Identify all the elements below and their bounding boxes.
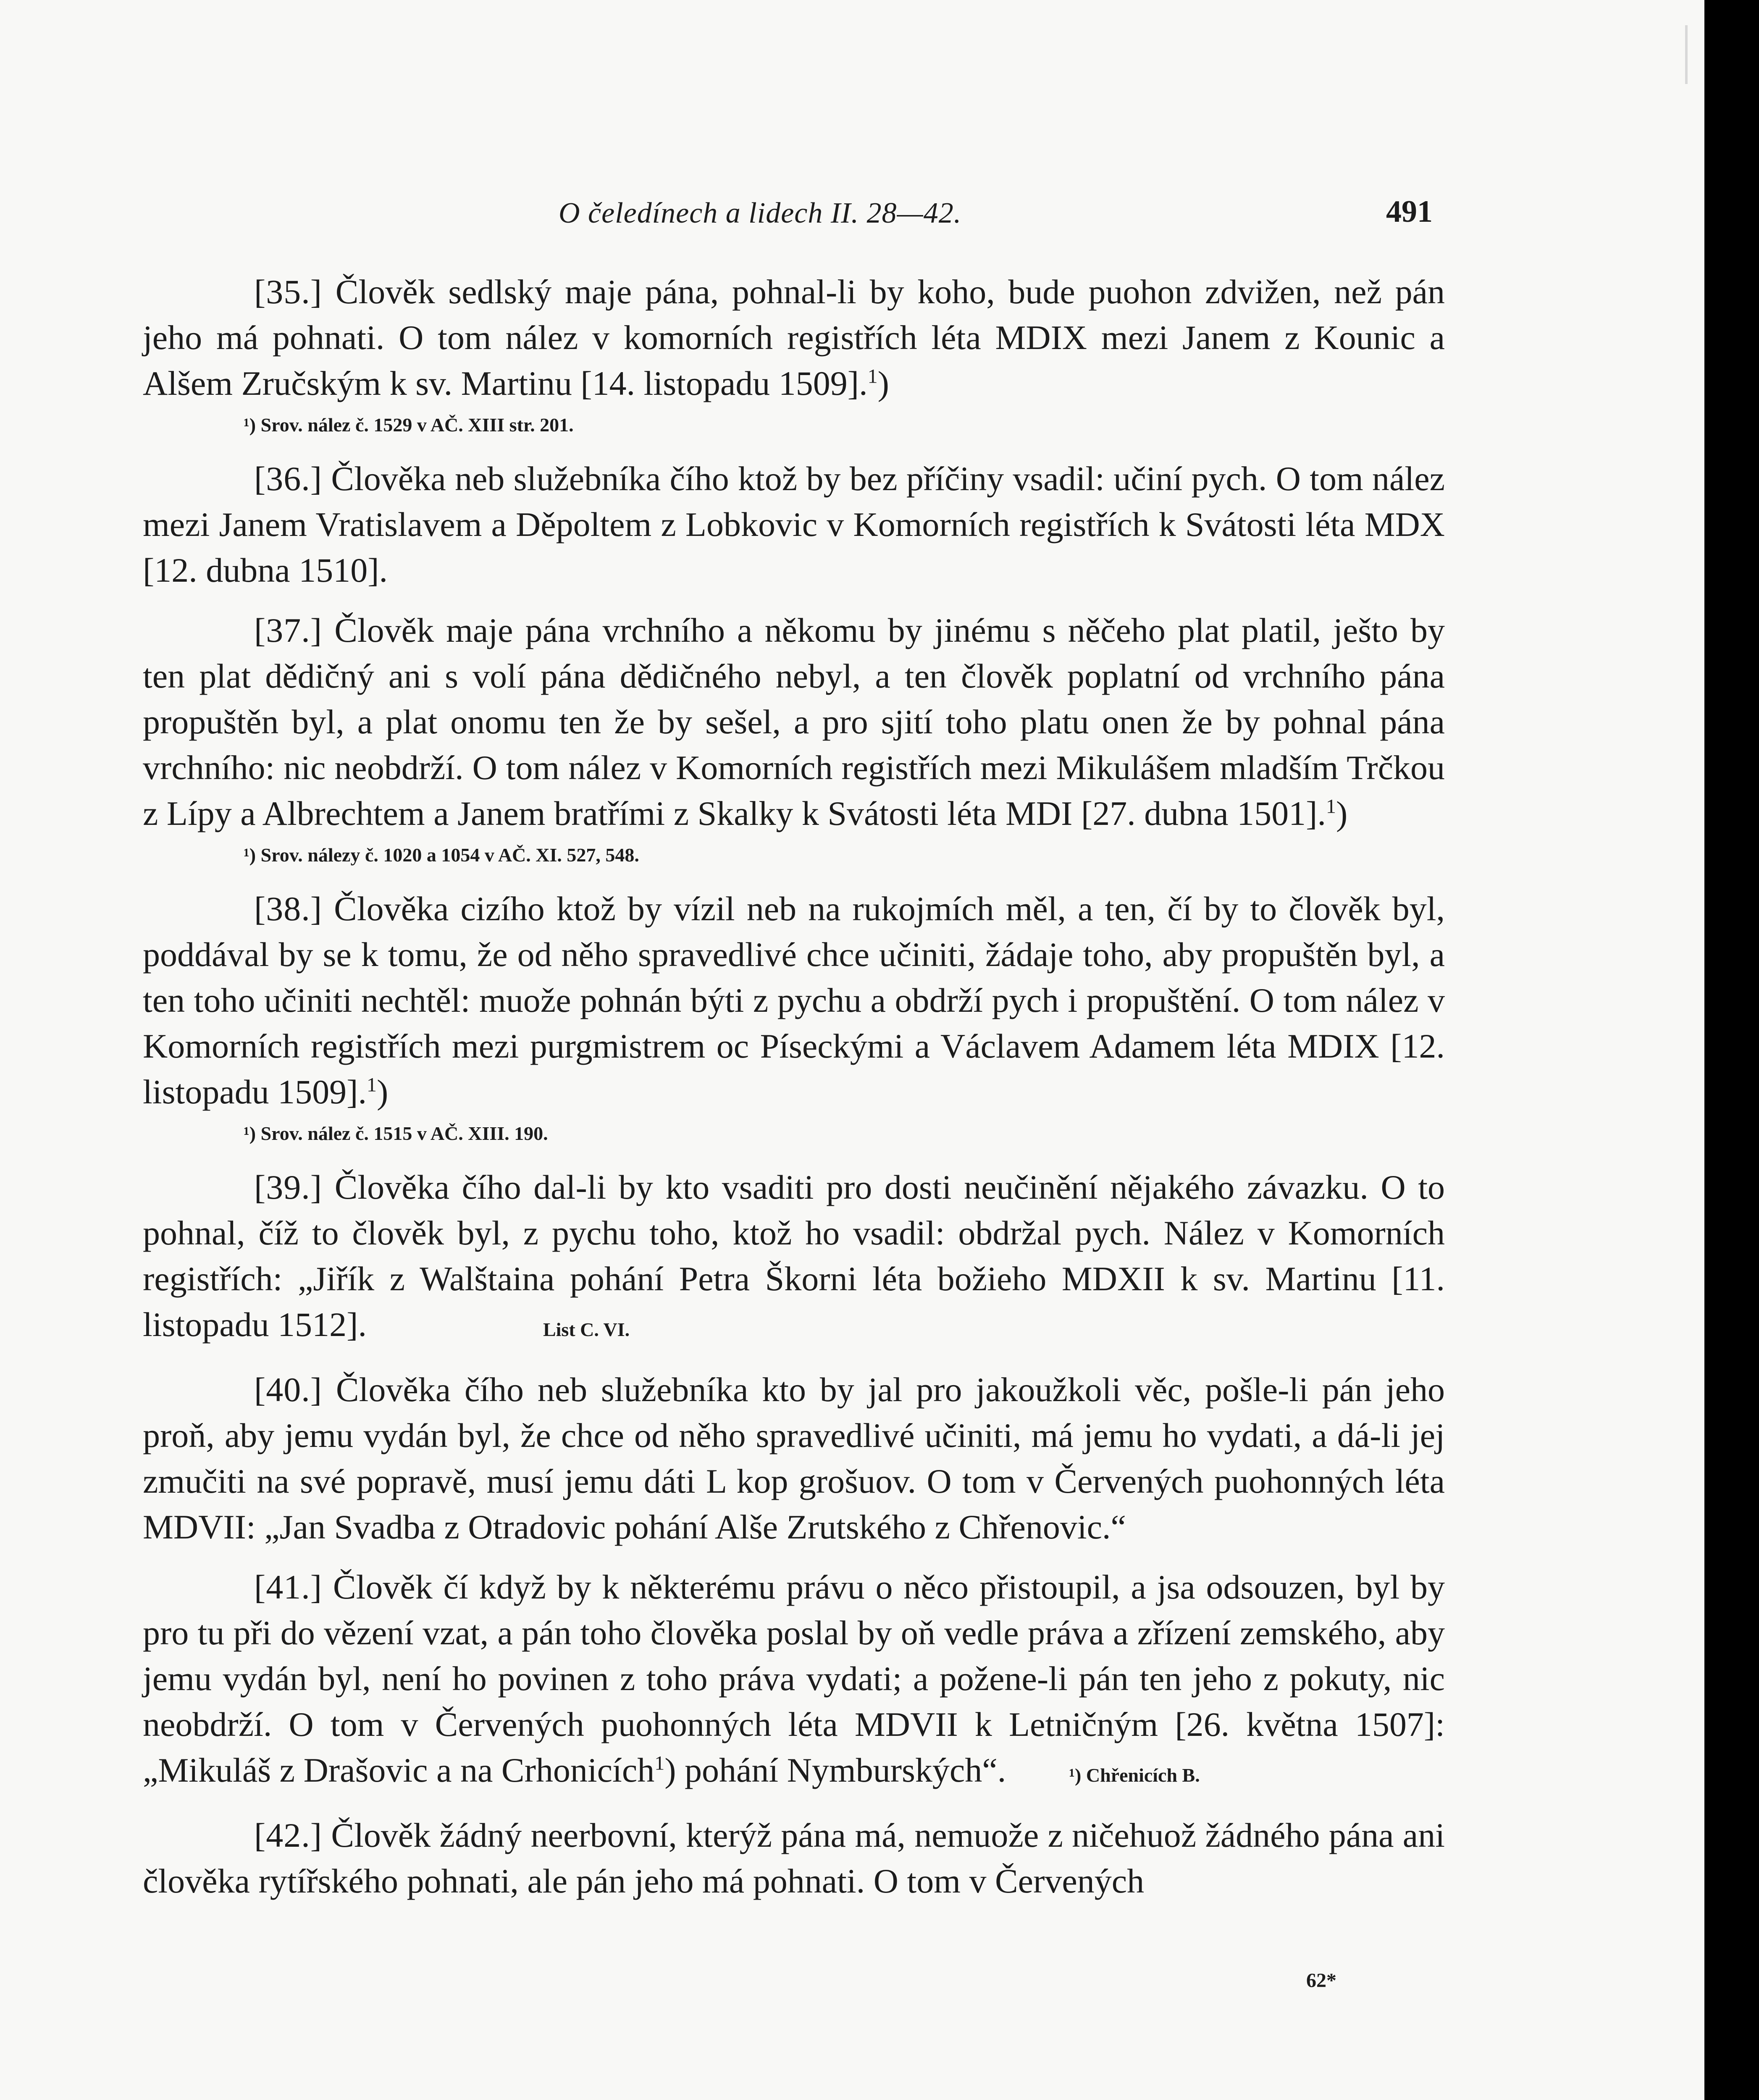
paragraph-37 <box>143 607 1445 836</box>
footnote: ¹) Srov. nálezy č. 1020 a 1054 v AČ. XI. 527, 548. <box>244 844 639 866</box>
footnote-ref: 1 <box>1326 795 1336 818</box>
paragraph-40 <box>143 1367 1445 1550</box>
paragraph-tail: ) <box>1336 794 1348 832</box>
footnote: ¹) Srov. nález č. 1515 v AČ. XIII. 190. <box>244 1123 548 1144</box>
paragraph-number: [38.] <box>254 890 323 928</box>
paragraph-42 <box>143 1812 1445 1904</box>
page-number: 491 <box>1386 194 1433 229</box>
page-body <box>143 269 1445 1918</box>
footnote-ref: 1 <box>366 1074 377 1096</box>
inline-footnote: ¹) Chřenicích B. <box>1069 1764 1200 1786</box>
paragraph-38 <box>143 886 1445 1115</box>
paragraph-39 <box>143 1164 1445 1352</box>
paragraph-number: [37.] <box>254 611 323 649</box>
paragraph-tail: ) pohání Nymburských“. <box>664 1751 1006 1789</box>
paragraph-36 <box>143 456 1445 593</box>
scan-edge-mark <box>1685 25 1688 84</box>
footnote-ref: 1 <box>867 365 878 388</box>
paragraph-text: Člověk maje pána vrchního a někomu by jinému s něčeho plat platil, ješto by ten plat dědičný ani s volí pána dědičného nebyl, a ten člověk poplatní od vrchního pána propuštěn byl, a plat onomu ten že by sešel, a pro sjití toho platu onen že by pohnal pána vrchního: nic neobdrží. O tom nález v Komorních registřích mezi Mikulášem mladším Trčkou z Lípy a Albrechtem a Janem bratřími z Skalky k Svátosti léta MDI [27. dubna 1501]. <box>143 611 1445 832</box>
paragraph-text: Člověk sedlský maje pána, pohnal-li by koho, bude puohon zdvižen, než pán jeho má pohnati. O tom nález v komorních registřích léta MDIX mezi Janem z Kounic a Alšem Zručským k sv. Martinu [14. listopadu 1509]. <box>143 273 1445 402</box>
paragraph-tail: ) <box>877 364 889 402</box>
signature-mark: 62* <box>1306 1969 1336 1992</box>
paragraph-number: [36.] <box>254 459 323 498</box>
footnote: ¹) Srov. nález č. 1529 v AČ. XIII str. 201. <box>244 414 574 436</box>
paragraph-text: Člověka cizího ktož by vízil neb na rukojmích měl, a ten, čí by to člověk byl, poddával by se k tomu, že od něho spravedlivé chce učiniti, žádaje toho, aby propuštěn byl, a ten toho učiniti nechtěl: muože pohnán býti z pychu a obdrží pych i propuštění. O tom nález v Komorních registřích mezi purgmistrem oc Píseckými a Václavem Adamem léta MDIX [12. listopadu 1509]. <box>143 890 1445 1111</box>
footnote-ref: 1 <box>654 1752 665 1774</box>
paragraph-text: Člověka čího dal-li by kto vsaditi pro dosti neučinění nějakého závazku. O to pohnal, číž to člověk byl, z pychu toho, ktož ho vsadil: obdržal pych. Nález v Komorních registřích: „Jiřík z Walštaina pohání Petra Škorni léta božieho MDXII k sv. Martinu [11. listopadu 1512]. <box>143 1168 1445 1344</box>
paragraph-number: [40.] <box>254 1370 323 1409</box>
paragraph-number: [42.] <box>254 1816 323 1854</box>
paragraph-41 <box>143 1564 1445 1798</box>
paragraph-text: Člověka neb služebníka čího ktož by bez příčiny vsadil: učiní pych. O tom nález mezi Janem Vratislavem a Děpoltem z Lobkovic v Komorních registřích k Svátosti léta MDX [12. dubna 1510]. <box>143 459 1445 589</box>
paragraph-text: Člověk žádný neerbovní, kterýž pána má, nemuože z ničehuož žádného pána ani člověka rytířského pohnati, ale pán jeho má pohnati. O tom v Červených <box>143 1816 1445 1900</box>
running-title: O čeledínech a lidech II. 28—42. <box>559 197 962 229</box>
paragraph-number: [35.] <box>254 273 323 311</box>
side-note: List C. VI. <box>543 1319 630 1340</box>
paragraph-text: Člověk čí když by k některému právu o něco přistoupil, a jsa odsouzen, byl by pro tu při do vězení vzat, a pán toho člověka poslal by oň vedle práva a zřízení zemského, aby jemu vydán byl, není ho povinen z toho práva vydati; a požene-li pán ten jeho z pokuty, nic neobdrží. O tom v Červených puohonných léta MDVII k Letničným [26. května 1507]: „Mikuláš z Drašovic a na Crhonicích <box>143 1568 1445 1789</box>
paragraph-number: [39.] <box>254 1168 323 1206</box>
paragraph-tail: ) <box>376 1073 389 1111</box>
paragraph-35 <box>143 269 1445 406</box>
paragraph-number: [41.] <box>254 1568 323 1606</box>
paragraph-text: Člověka čího neb služebníka kto by jal pro jakoužkoli věc, pošle-li pán jeho proň, aby jemu vydán byl, že chce od něho spravedlivé učiniti, má jemu ho vydati, a dá-li jej zmučiti na své popravě, musí jemu dáti L kop grošuov. O tom v Červených puohonných léta MDVII: „Jan Svadba z Otradovic pohání Alše Zrutského z Chřenovic.“ <box>143 1370 1445 1546</box>
